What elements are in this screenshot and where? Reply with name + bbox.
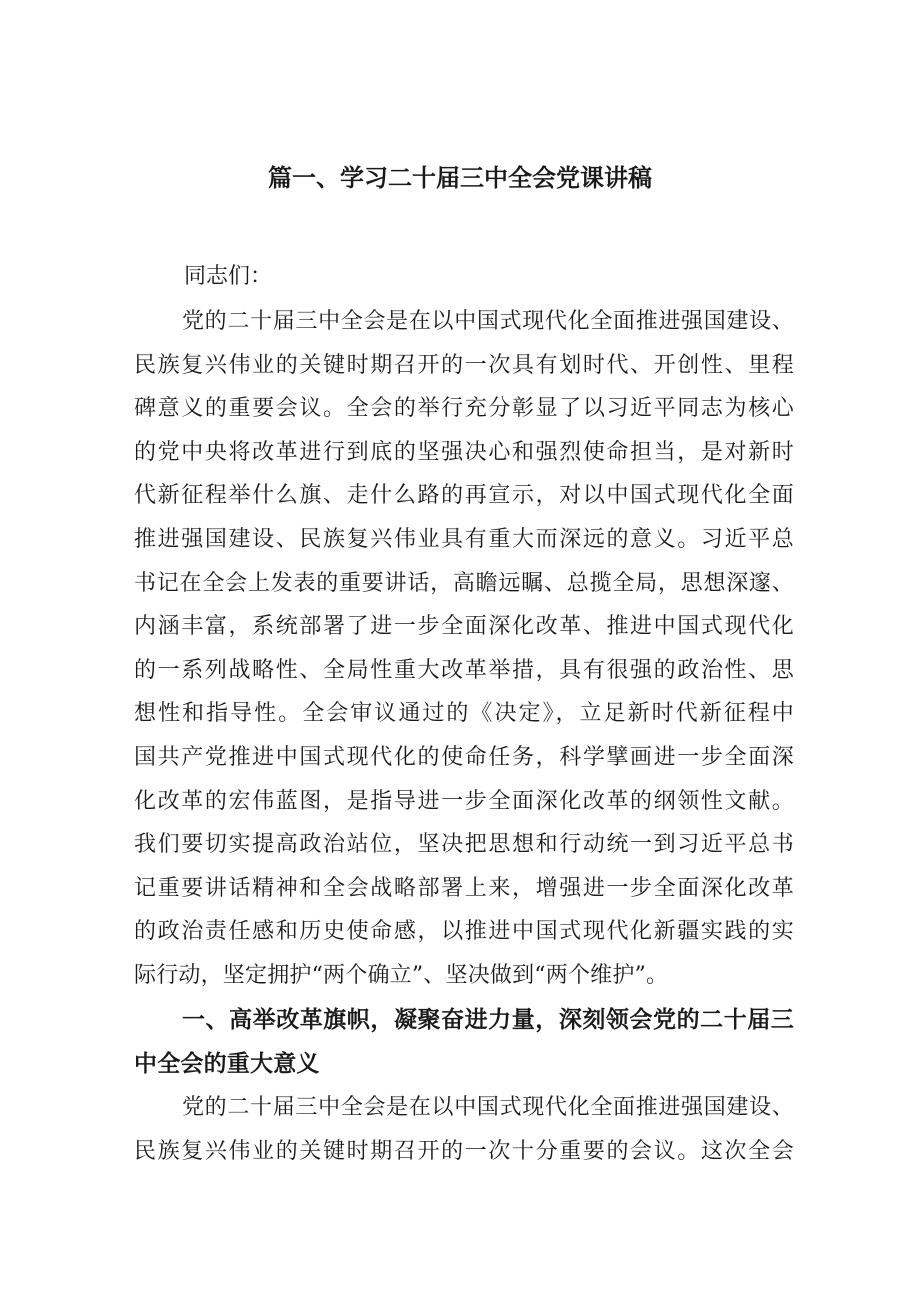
paragraph-line: 化改革的宏伟蓝图，是指导进一步全面深化改革的纲领性文献。 — [134, 788, 794, 814]
greeting: 同志们： — [184, 264, 273, 289]
paragraph-line: 际行动，坚定拥护“两个确立”、坚决做到“两个维护”。 — [134, 962, 669, 988]
heading-line: 一、高举改革旗帜，凝聚奋进力量，深刻领会党的二十届三 — [182, 1007, 794, 1033]
paragraph-line: 推进强国建设、民族复兴伟业具有重大而深远的意义。习近平总 — [134, 526, 794, 552]
paragraph-intro — [134, 300, 794, 998]
paragraph-line: 民族复兴伟业的关键时期召开的一次十分重要的会议。这次全会 — [134, 1138, 794, 1164]
paragraph-line: 党的二十届三中全会是在以中国式现代化全面推进强国建设、 — [182, 309, 794, 334]
paragraph-line: 的党中央将改革进行到底的坚强决心和强烈使命担当，是对新时 — [134, 439, 794, 465]
paragraph-line: 书记在全会上发表的重要讲话，高瞻远瞩、总揽全局，思想深邃、 — [134, 570, 794, 596]
paragraph-line: 想性和指导性。全会审议通过的《决定》，立足新时代新征程中 — [134, 701, 794, 727]
paragraph-line: 党的二十届三中全会是在以中国式现代化全面推进强国建设、 — [182, 1095, 794, 1120]
paragraph-line: 民族复兴伟业的关键时期召开的一次具有划时代、开创性、里程 — [134, 352, 794, 378]
heading-line: 中全会的重大意义 — [134, 1051, 320, 1077]
document-title: 篇一、学习二十届三中全会党课讲稿 — [268, 164, 652, 192]
paragraph-line: 国共产党推进中国式现代化的使命任务，科学擘画进一步全面深 — [134, 744, 794, 770]
paragraph-line: 我们要切实提高政治站位，坚决把思想和行动统一到习近平总书 — [134, 832, 794, 858]
paragraph-line: 碑意义的重要会议。全会的举行充分彰显了以习近平同志为核心 — [134, 396, 794, 422]
paragraph-section-1 — [134, 1086, 794, 1173]
paragraph-line: 的政治责任感和历史使命感，以推进中国式现代化新疆实践的实 — [134, 919, 794, 945]
paragraph-line: 代新征程举什么旗、走什么路的再宣示，对以中国式现代化全面 — [134, 483, 794, 509]
paragraph-line: 记重要讲话精神和全会战略部署上来，增强进一步全面深化改革 — [134, 875, 794, 901]
paragraph-line: 内涵丰富，系统部署了进一步全面深化改革、推进中国式现代化 — [134, 614, 794, 640]
paragraph-line: 的一系列战略性、全局性重大改革举措，具有很强的政治性、思 — [134, 657, 794, 683]
section-heading — [134, 998, 794, 1086]
